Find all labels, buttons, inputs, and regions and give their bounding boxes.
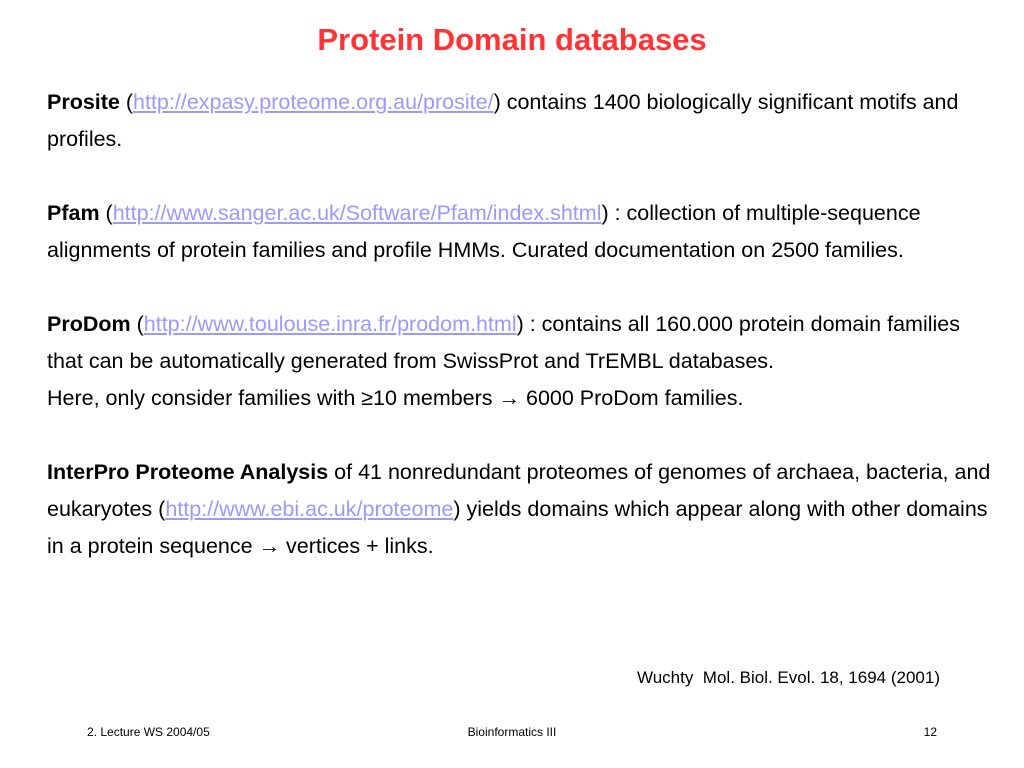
prosite-paragraph — [47, 84, 997, 158]
interpro-paragraph — [47, 454, 997, 565]
prodom-description: ) : contains all 160.000 protein domain families that can be automatically generated from SwissProt and TrEMBL databases. — [47, 312, 960, 373]
prodom-open-paren: ( — [130, 312, 144, 336]
footer-course: Bioinformatics III — [467, 725, 557, 739]
pfam-open-paren: ( — [99, 201, 113, 225]
prodom-paragraph — [47, 306, 997, 380]
interpro-link[interactable]: http://www.ebi.ac.uk/proteome — [165, 497, 454, 521]
footer-page-number: 12 — [923, 725, 937, 739]
slide-content — [47, 84, 997, 565]
prodom-link[interactable]: http://www.toulouse.inra.fr/prodom.html — [143, 312, 517, 336]
prosite-open-paren: ( — [119, 90, 134, 114]
prodom-name: ProDom — [47, 312, 131, 336]
pfam-description: ) : collection of multiple-sequence alignments of protein families and profile HMMs. Curated documentation on 2500 families. — [47, 201, 921, 262]
interpro-name: InterPro Proteome Analysis — [47, 460, 329, 484]
interpro-text-after: ) yields domains which appear along with other domains in a protein sequence → vertices + links. — [47, 497, 988, 558]
prosite-description: ) contains 1400 biologically significant motifs and profiles. — [47, 90, 959, 151]
interpro-text-before: of 41 nonredundant proteomes of genomes of archaea, bacteria, and eukaryotes ( — [47, 460, 991, 521]
prosite-link[interactable]: http://expasy.proteome.org.au/prosite/ — [133, 90, 494, 114]
footer-lecture: 2. Lecture WS 2004/05 — [87, 725, 210, 739]
prosite-name: Prosite — [47, 90, 120, 114]
citation: Wuchty Mol. Biol. Evol. 18, 1694 (2001) — [636, 668, 940, 687]
pfam-paragraph — [47, 195, 997, 269]
pfam-name: Pfam — [47, 201, 100, 225]
prodom-note: Here, only consider families with ≥10 members → 6000 ProDom families. — [47, 386, 744, 410]
pfam-link[interactable]: http://www.sanger.ac.uk/Software/Pfam/index.shtml — [112, 201, 602, 225]
slide-title: Protein Domain databases — [317, 22, 707, 57]
